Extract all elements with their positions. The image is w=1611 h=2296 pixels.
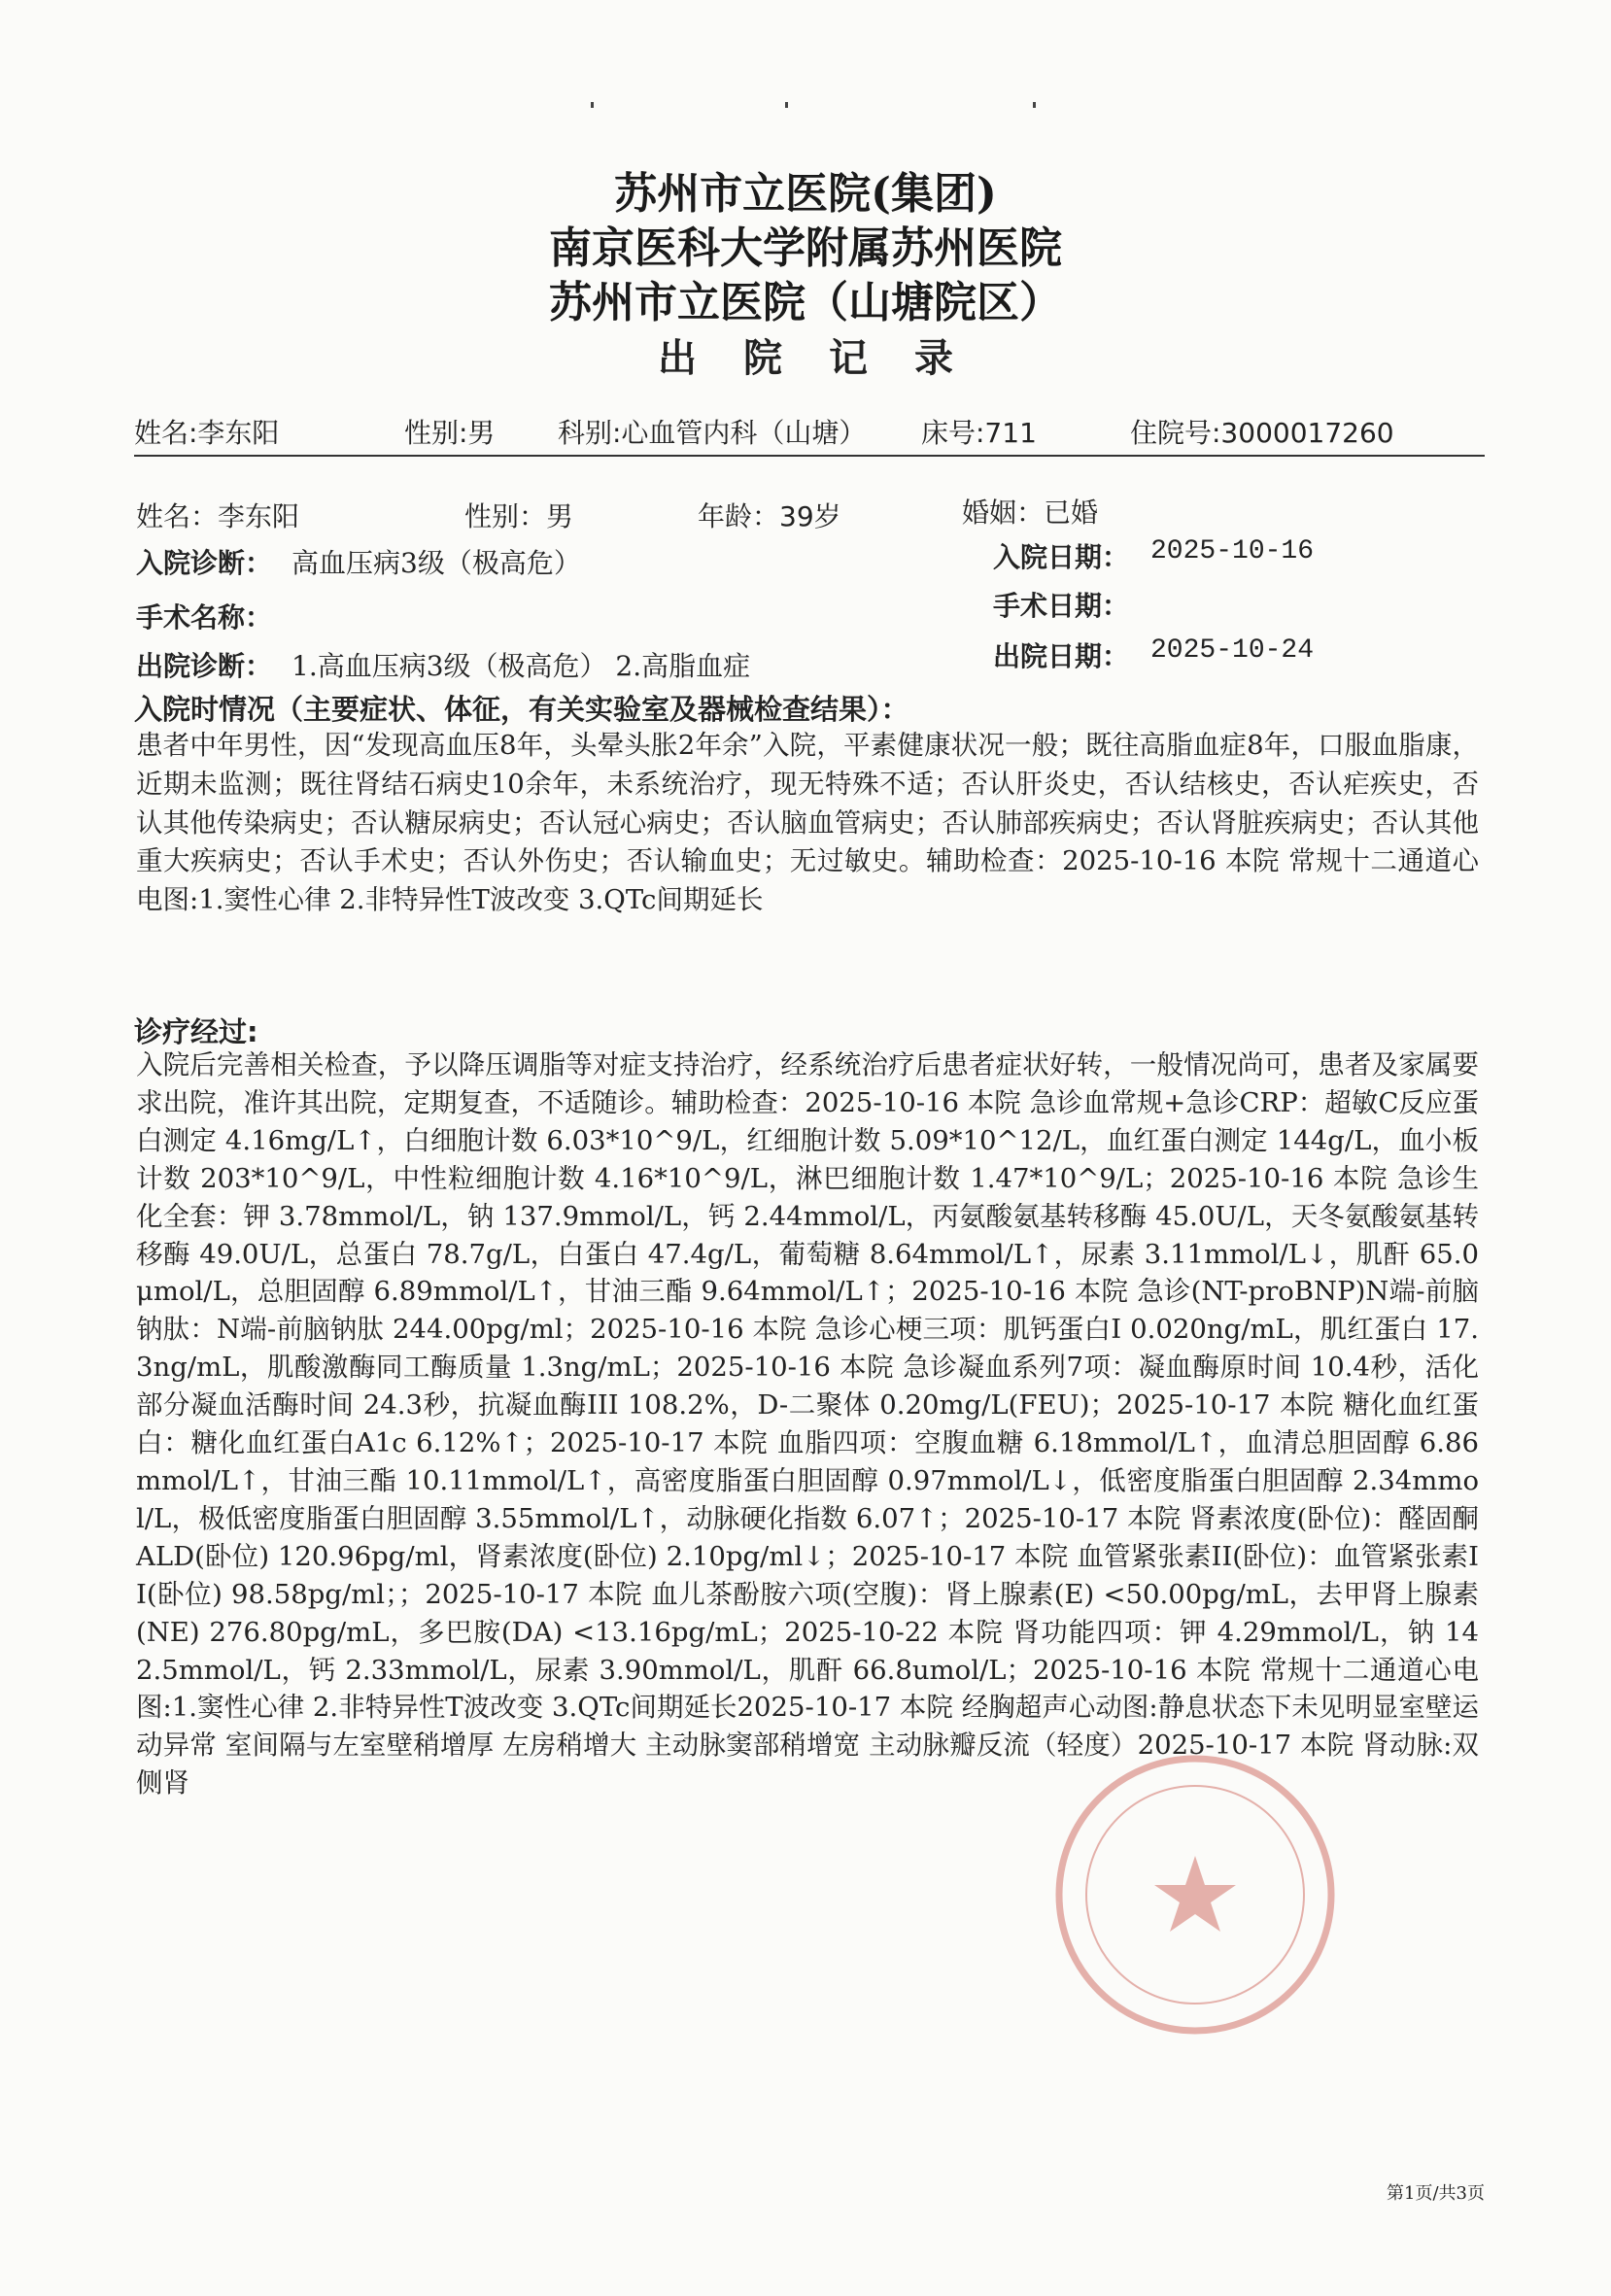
discharge-diagnosis-value: 1.高血压病3级（极高危） 2.高脂血症 — [291, 650, 751, 682]
stamp-star — [1154, 1856, 1236, 1932]
admit-date-label: 入院日期： — [993, 541, 1130, 573]
discharge-diagnosis-label: 出院诊断： — [136, 650, 273, 682]
hospital-name-2: 南京医科大学附属苏州医院 — [549, 223, 1062, 273]
idbar-admission-no: 住院号:3000017260 — [1130, 417, 1394, 449]
discharge-date-label: 出院日期： — [993, 640, 1130, 672]
document-title: 出院记录 — [658, 335, 1000, 381]
treatment-section-heading: 诊疗经过: — [134, 1015, 258, 1048]
idbar-department: 科别:心血管内科（山塘） — [558, 417, 867, 449]
scan-mark — [785, 102, 788, 108]
document-header — [0, 167, 1611, 387]
idbar-name: 姓名:李东阳 — [134, 417, 280, 449]
admit-diagnosis-value: 高血压病3级（极高危） — [291, 547, 581, 579]
patient-age: 年龄：39岁 — [698, 500, 841, 532]
stamp-inner-ring — [1086, 1786, 1304, 2004]
surgery-name-label: 手术名称： — [136, 601, 273, 634]
header-divider — [134, 455, 1485, 457]
scan-mark — [591, 102, 594, 108]
admit-diagnosis-label: 入院诊断： — [136, 547, 273, 579]
treatment-section-text: 入院后完善相关检查，予以降压调脂等对症支持治疗，经系统治疗后患者症状好转，一般情况尚可，患者及家属要求出院，准许其出院，定期复查，不适随诊。辅助检查：2025-10-16 本院 急诊血常规+急诊CRP：超敏C反应蛋白测定 4.16mg/L↑，白细胞计数 6.03*10^9/L，红细胞计数 5.09*10^12/L，血红蛋白测定 144g/L，血小板计数 203*10^9/L，中性粒细胞计数 4.16*10^9/L，淋巴细胞计数 1.47*10^9/L；2025-10-16 本院 急诊生化全套：钾 3.78mmol/L，钠 137.9mmol/L，钙 2.44mmol/L，丙氨酸氨基转移酶 45.0U/L，天冬氨酸氨基转移酶 49.0U/L，总蛋白 78.7g/L，白蛋白 47.4g/L，葡萄糖 8.64mmol/L↑，尿素 3.11mmol/L↓，肌酐 65.0μmol/L，总胆固醇 6.89mmol/L↑，甘油三酯 9.64mmol/L↑；2025-10-16 本院 急诊(NT-proBNP)N端-前脑钠肽：N端-前脑钠肽 244.00pg/ml；2025-10-16 本院 急诊心梗三项：肌钙蛋白Ⅰ 0.020ng/mL，肌红蛋白 17.3ng/mL，肌酸激酶同工酶质量 1.3ng/mL；2025-10-16 本院 急诊凝血系列7项：凝血酶原时间 10.4秒，活化部分凝血活酶时间 24.3秒，抗凝血酶III 108.2%，D-二聚体 0.20mg/L(FEU)；2025-10-17 本院 糖化血红蛋白：糖化血红蛋白A1c 6.12%↑；2025-10-17 本院 血脂四项：空腹血糖 6.18mmol/L↑，血清总胆固醇 6.86mmol/L↑，甘油三酯 10.11mmol/L↑，高密度脂蛋白胆固醇 0.97mmol/L↓，低密度脂蛋白胆固醇 2.34mmol/L，极低密度脂蛋白胆固醇 3.55mmol/L↑，动脉硬化指数 6.07↑；2025-10-17 本院 肾素浓度(卧位)：醛固酮ALD(卧位) 120.96pg/ml，肾素浓度(卧位) 2.10pg/ml↓；2025-10-17 本院 血管紧张素II(卧位)：血管紧张素II(卧位) 98.58pg/ml；；2025-10-17 本院 血儿茶酚胺六项(空腹)：肾上腺素(E) <50.00pg/mL，去甲肾上腺素(NE) 276.80pg/mL，多巴胺(DA) <13.16pg/mL；2025-10-22 本院 肾功能四项：钾 4.29mmol/L，钠 142.5mmol/L，钙 2.33mmol/L，尿素 3.90mmol/L，肌酐 66.8umol/L；2025-10-16 本院 常规十二通道心电图:1.窦性心律 2.非特异性T波改变 3.QTc间期延长2025-10-17 本院 经胸超声心动图:静息状态下未见明显室壁运动异常 室间隔与左室壁稍增厚 左房稍增大 主动脉窦部稍增宽 主动脉瓣反流（轻度）2025-10-17 本院 肾动脉:双侧肾 — [136, 1049, 1479, 1799]
surgery-date-label: 手术日期： — [993, 590, 1130, 622]
idbar-bed: 床号:711 — [921, 417, 1037, 449]
admit-date-value: 2025-10-16 — [1150, 536, 1315, 566]
discharge-date-value: 2025-10-24 — [1150, 635, 1315, 666]
hospital-name-1: 苏州市立医院(集团) — [614, 169, 997, 219]
scan-mark — [1033, 102, 1036, 108]
patient-marriage: 婚姻：已婚 — [962, 497, 1099, 529]
idbar-gender: 性别:男 — [404, 417, 496, 449]
patient-id-bar — [134, 408, 1485, 457]
patient-gender: 性别：男 — [464, 500, 574, 532]
admission-section-text: 患者中年男性，因“发现高血压8年，头晕头胀2年余”入院，平素健康状况一般；既往高脂血症8年，口服血脂康，近期未监测；既往肾结石病史10余年，未系统治疗，现无特殊不适；否认肝炎史，否认结核史，否认疟疾史，否认其他传染病史；否认糖尿病史；否认冠心病史；否认脑血管病史；否认肺部疾病史；否认肾脏疾病史；否认其他重大疾病史；否认手术史；否认外伤史；否认输血史；无过敏史。辅助检查：2025-10-16 本院 常规十二通道心电图:1.窦性心律 2.非特异性T波改变 3.QTc间期延长 — [136, 730, 1479, 916]
admission-section-heading: 入院时情况（主要症状、体征，有关实验室及器械检查结果）： — [134, 693, 909, 726]
hospital-name-3: 苏州市立医院（山塘院区） — [549, 278, 1062, 327]
page-number: 第1页/共3页 — [1387, 2183, 1485, 2204]
patient-name: 姓名：李东阳 — [136, 500, 300, 532]
